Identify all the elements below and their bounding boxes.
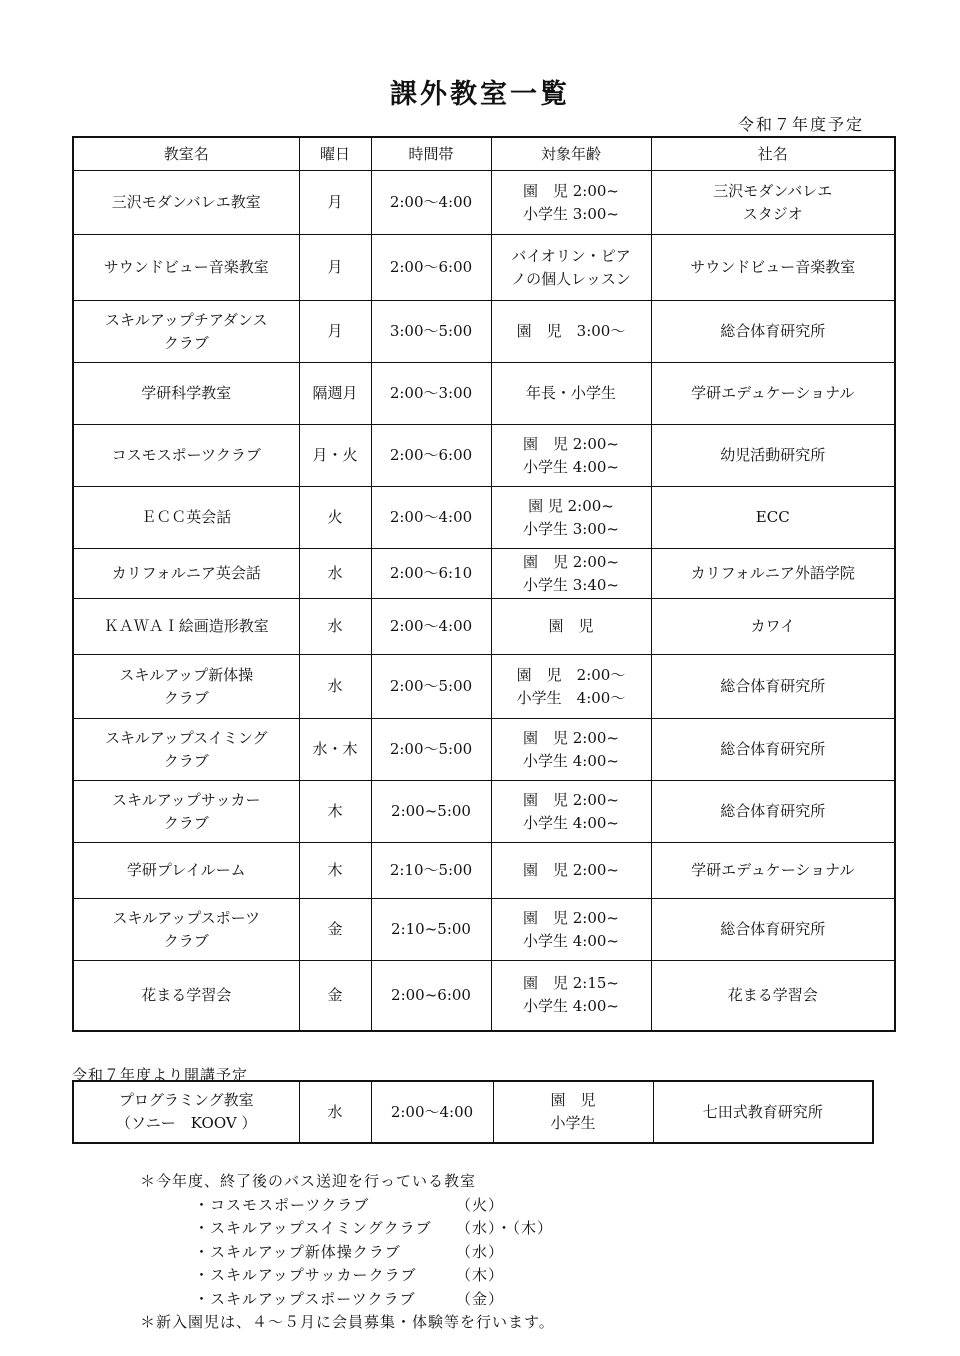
cell-name-line: （ソニー KOOV ） bbox=[116, 1114, 257, 1132]
cell-day: 月 bbox=[299, 171, 371, 235]
cell-age bbox=[493, 1081, 653, 1143]
cell-age bbox=[491, 719, 651, 781]
cell-age bbox=[491, 235, 651, 301]
list-item bbox=[194, 1217, 555, 1241]
future-table-body bbox=[73, 1081, 873, 1143]
cell-company bbox=[651, 363, 895, 425]
cell-company-line: 三沢モダンバレエ bbox=[713, 181, 833, 200]
cell-company-line: 幼児活動研究所 bbox=[720, 446, 826, 464]
cell-name bbox=[73, 961, 299, 1031]
cell-age-line: 園 児 2:00～ bbox=[516, 665, 626, 684]
cell-company-line: 学研エデュケーショナル bbox=[691, 384, 855, 402]
cell-name-line: 学研科学教室 bbox=[141, 384, 232, 402]
cell-time: 2:10~5:00 bbox=[371, 899, 491, 961]
cell-name-line: 学研プレイルーム bbox=[126, 861, 246, 879]
cell-age bbox=[491, 487, 651, 549]
cell-age bbox=[491, 549, 651, 599]
bus-class-name: ・スキルアップスポーツクラブ bbox=[194, 1289, 416, 1308]
table-row bbox=[73, 171, 895, 235]
bus-class-day: （木） bbox=[456, 1266, 505, 1284]
cell-company-line: 七田式教育研究所 bbox=[702, 1102, 823, 1121]
bus-heading: ＊今年度、終了後のバス送迎を行っている教室 bbox=[140, 1172, 477, 1190]
cell-age bbox=[491, 961, 651, 1031]
cell-time: 2:00～5:00 bbox=[371, 655, 491, 719]
cell-company-line: スタジオ bbox=[742, 204, 803, 223]
bus-class-day: （火） bbox=[456, 1195, 505, 1214]
cell-company-line: 学研エデュケーショナル bbox=[691, 861, 855, 879]
cell-time: 2:10～5:00 bbox=[371, 843, 491, 899]
cell-name-line: ＫＡＷＡＩ絵画造形教室 bbox=[103, 617, 269, 635]
cell-name-line: クラブ bbox=[163, 333, 209, 352]
table-row bbox=[73, 301, 895, 363]
cell-age-line: 園 児 2:00~ bbox=[522, 434, 620, 453]
bus-list bbox=[140, 1194, 555, 1312]
table-row bbox=[73, 1081, 873, 1143]
cell-company-line: 総合体育研究所 bbox=[720, 802, 826, 820]
cell-time: 2:00～6:00 bbox=[371, 235, 491, 301]
table-row bbox=[73, 655, 895, 719]
cell-company-line: カリフォルニア外語学院 bbox=[690, 564, 855, 582]
cell-day: 月・火 bbox=[299, 425, 371, 487]
page-title: 課外教室一覧 bbox=[390, 79, 570, 110]
cell-name-line: スキルアップ新体操 bbox=[119, 665, 254, 684]
cell-age bbox=[491, 363, 651, 425]
table-row bbox=[73, 235, 895, 301]
header-company: 社名 bbox=[651, 137, 895, 171]
cell-company bbox=[653, 1081, 873, 1143]
cell-name-line: スキルアップサッカー bbox=[111, 790, 261, 809]
cell-name-line: 三沢モダンバレエ教室 bbox=[111, 193, 261, 211]
cell-time: 2:00~5:00 bbox=[371, 781, 491, 843]
cell-time: 2:00～4:00 bbox=[371, 1081, 493, 1143]
bus-class-name: ・スキルアップ新体操クラブ bbox=[194, 1242, 401, 1261]
header-class-name: 教室名 bbox=[73, 137, 299, 171]
new-students-note: ＊新入園児は、４～５月に会員募集・体験等を行います。 bbox=[140, 1313, 555, 1331]
cell-name bbox=[73, 655, 299, 719]
cell-name bbox=[73, 899, 299, 961]
cell-company-line: サウンドビュー音楽教室 bbox=[690, 258, 856, 276]
cell-name-line: コスモスポーツクラブ bbox=[111, 446, 261, 464]
cell-company-line: 総合体育研究所 bbox=[720, 740, 826, 758]
cell-name-line: プログラミング教室 bbox=[118, 1091, 254, 1109]
cell-name bbox=[73, 719, 299, 781]
cell-day: 水 bbox=[299, 1081, 371, 1143]
cell-age bbox=[491, 781, 651, 843]
cell-name bbox=[73, 301, 299, 363]
cell-age-line: 園 児 bbox=[548, 617, 594, 635]
cell-day: 水 bbox=[299, 549, 371, 599]
header-time: 時間帯 bbox=[371, 137, 491, 171]
cell-company bbox=[651, 719, 895, 781]
cell-age-line: 小学生 4:00~ bbox=[522, 457, 620, 476]
bus-class-day: （水） bbox=[456, 1242, 505, 1261]
bus-class-day: （水）・（木） bbox=[456, 1219, 554, 1237]
cell-age-line: 園 児 2:00~ bbox=[522, 790, 620, 809]
cell-name bbox=[73, 781, 299, 843]
cell-day: 金 bbox=[299, 899, 371, 961]
cell-name bbox=[73, 487, 299, 549]
cell-age-line: ノの個人レッスン bbox=[511, 269, 631, 288]
cell-time: 3:00～5:00 bbox=[371, 301, 491, 363]
cell-age-line: 小学生 4:00~ bbox=[522, 931, 620, 950]
cell-age-line: 小学生 4:00~ bbox=[522, 997, 620, 1016]
cell-name-line: ＥＣＣ英会話 bbox=[141, 508, 232, 526]
cell-time: 2:00～3:00 bbox=[371, 363, 491, 425]
cell-age bbox=[491, 425, 651, 487]
cell-age bbox=[491, 655, 651, 719]
table-row bbox=[73, 899, 895, 961]
cell-age-line: 園 児 3:00～ bbox=[516, 322, 626, 340]
cell-age-line: 小学生 4:00～ bbox=[516, 688, 626, 707]
bus-class-day: （金） bbox=[456, 1289, 505, 1308]
list-item bbox=[194, 1241, 555, 1265]
bus-class-name: ・スキルアップサッカークラブ bbox=[194, 1266, 417, 1284]
cell-name-line: クラブ bbox=[163, 688, 209, 707]
notes-section bbox=[140, 1170, 555, 1335]
cell-name-line: クラブ bbox=[163, 751, 209, 770]
cell-time: 2:00～6:00 bbox=[371, 425, 491, 487]
class-table bbox=[72, 136, 896, 1032]
cell-company bbox=[651, 899, 895, 961]
table-row bbox=[73, 843, 895, 899]
cell-name-line: クラブ bbox=[163, 931, 209, 950]
cell-age-line: バイオリン・ピア bbox=[511, 246, 631, 265]
table-row bbox=[73, 599, 895, 655]
cell-company bbox=[651, 487, 895, 549]
cell-day: 水 bbox=[299, 599, 371, 655]
cell-age-line: 園 児 2:00~ bbox=[522, 861, 620, 879]
cell-age-line: 小学生 4:00~ bbox=[522, 813, 620, 832]
bus-class-name: ・コスモスポーツクラブ bbox=[194, 1195, 370, 1214]
cell-company-line: 総合体育研究所 bbox=[720, 677, 826, 695]
cell-day: 水 bbox=[299, 655, 371, 719]
cell-day: 月 bbox=[299, 301, 371, 363]
cell-company bbox=[651, 961, 895, 1031]
cell-company-line: 総合体育研究所 bbox=[720, 322, 826, 340]
cell-day: 金 bbox=[299, 961, 371, 1031]
cell-name bbox=[73, 363, 299, 425]
cell-age bbox=[491, 899, 651, 961]
list-item bbox=[194, 1288, 555, 1312]
list-item bbox=[194, 1194, 555, 1218]
cell-age-line: 園 児 2:00~ bbox=[522, 728, 620, 747]
cell-name bbox=[73, 171, 299, 235]
table-row bbox=[73, 781, 895, 843]
cell-name bbox=[73, 843, 299, 899]
cell-name-line: 花まる学習会 bbox=[141, 985, 232, 1004]
cell-name-line: スキルアップチアダンス bbox=[105, 310, 268, 329]
cell-age bbox=[491, 171, 651, 235]
cell-name bbox=[73, 549, 299, 599]
cell-time: 2:00～4:00 bbox=[371, 599, 491, 655]
cell-time: 2:00～5:00 bbox=[371, 719, 491, 781]
cell-company-line: カワイ bbox=[750, 617, 796, 635]
list-item bbox=[194, 1264, 555, 1288]
cell-name-line: スキルアップスポーツ bbox=[112, 908, 261, 927]
cell-name bbox=[73, 599, 299, 655]
cell-company bbox=[651, 599, 895, 655]
cell-time: 2:00~6:00 bbox=[371, 961, 491, 1031]
cell-company bbox=[651, 171, 895, 235]
cell-company bbox=[651, 549, 895, 599]
cell-company bbox=[651, 425, 895, 487]
cell-age-line: 園 児 2:00~ bbox=[528, 496, 614, 515]
cell-age-line: 小学生 4:00~ bbox=[522, 751, 620, 770]
cell-day: 隔週月 bbox=[299, 363, 371, 425]
table-row bbox=[73, 549, 895, 599]
cell-age-line: 小学生 3:40~ bbox=[522, 575, 620, 594]
cell-company-line: ECC bbox=[755, 508, 790, 526]
cell-day: 月 bbox=[299, 235, 371, 301]
cell-time: 2:00～4:00 bbox=[371, 487, 491, 549]
cell-day: 木 bbox=[299, 843, 371, 899]
cell-age bbox=[491, 301, 651, 363]
cell-age bbox=[491, 599, 651, 655]
table-row bbox=[73, 363, 895, 425]
bus-class-name: ・スキルアップスイミングクラブ bbox=[194, 1219, 432, 1237]
fiscal-year-label: 令和７年度予定 bbox=[737, 115, 864, 134]
cell-age-line: 園 児 2:00~ bbox=[522, 552, 620, 571]
table-row bbox=[73, 425, 895, 487]
cell-name-line: カリフォルニア英会話 bbox=[111, 564, 261, 582]
table-row bbox=[73, 961, 895, 1031]
cell-time: 2:00～4:00 bbox=[371, 171, 491, 235]
table-row bbox=[73, 487, 895, 549]
cell-name bbox=[73, 425, 299, 487]
cell-age-line: 園 児 bbox=[550, 1091, 596, 1109]
cell-time: 2:00～6:10 bbox=[371, 549, 491, 599]
cell-company-line: 花まる学習会 bbox=[727, 985, 818, 1004]
header-day: 曜日 bbox=[299, 137, 371, 171]
future-class-table bbox=[72, 1080, 874, 1144]
cell-company-line: 総合体育研究所 bbox=[720, 920, 826, 938]
cell-age-line: 小学生 3:00~ bbox=[522, 204, 620, 223]
table-row bbox=[73, 719, 895, 781]
cell-company bbox=[651, 655, 895, 719]
table-header-row bbox=[73, 137, 895, 171]
cell-name-line: スキルアップスイミング bbox=[104, 728, 268, 747]
cell-company bbox=[651, 235, 895, 301]
cell-age-line: 小学生 3:00~ bbox=[522, 519, 620, 538]
future-label: 令和７年度より開講予定 bbox=[72, 1066, 249, 1084]
cell-name-line: クラブ bbox=[163, 813, 209, 832]
cell-age-line: 園 児 2:00~ bbox=[522, 181, 620, 200]
table-body bbox=[73, 171, 895, 1031]
cell-day: 木 bbox=[299, 781, 371, 843]
cell-name bbox=[73, 235, 299, 301]
cell-company bbox=[651, 781, 895, 843]
cell-day: 水・木 bbox=[299, 719, 371, 781]
cell-age bbox=[491, 843, 651, 899]
cell-age-line: 小学生 bbox=[550, 1114, 596, 1132]
header-age: 対象年齢 bbox=[491, 137, 651, 171]
cell-age-line: 園 児 2:15~ bbox=[522, 974, 620, 993]
cell-age-line: 園 児 2:00~ bbox=[522, 908, 620, 927]
cell-name bbox=[73, 1081, 299, 1143]
cell-company bbox=[651, 301, 895, 363]
cell-company bbox=[651, 843, 895, 899]
cell-day: 火 bbox=[299, 487, 371, 549]
cell-name-line: サウンドビュー音楽教室 bbox=[103, 258, 269, 276]
cell-age-line: 年長・小学生 bbox=[525, 384, 616, 402]
